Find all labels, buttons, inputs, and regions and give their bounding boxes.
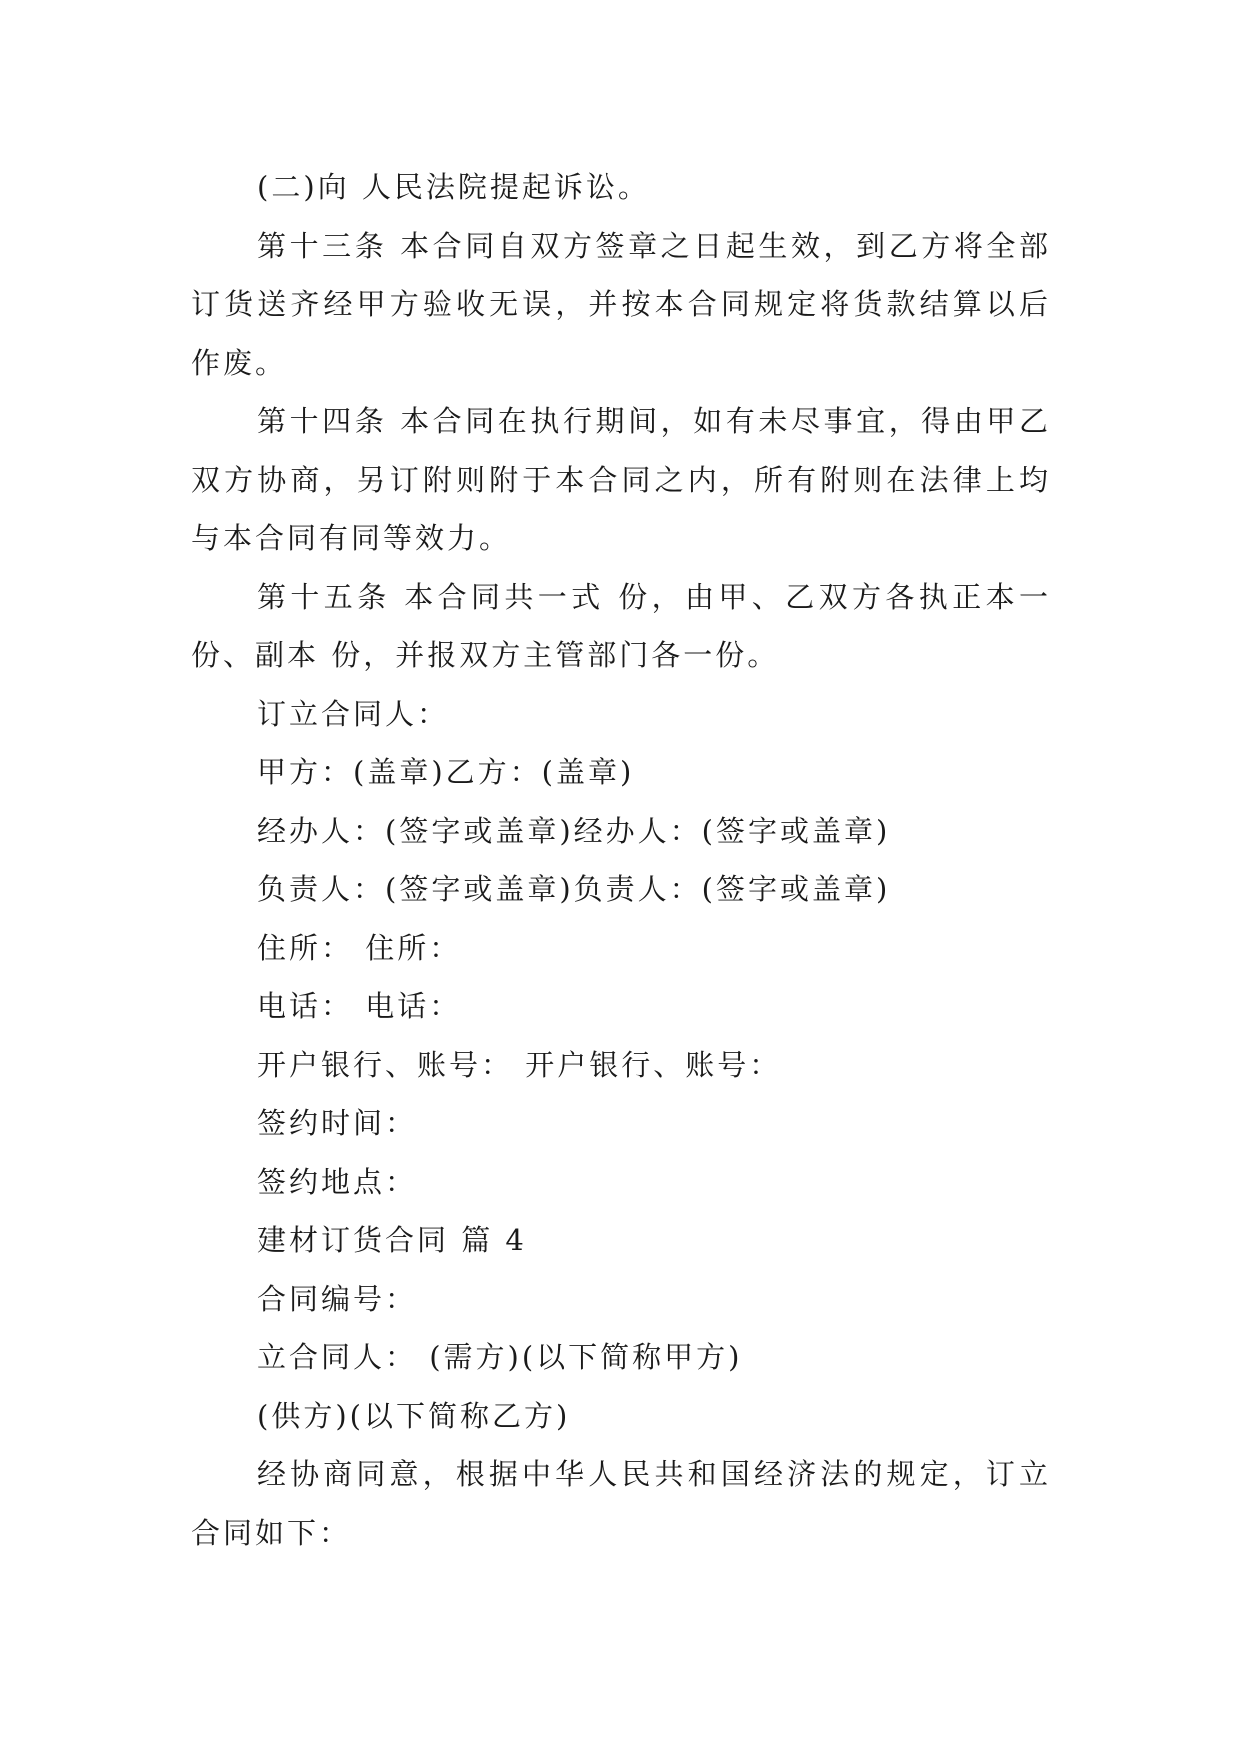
paragraph-party-seals: 甲方：(盖章)乙方：(盖章)	[257, 755, 635, 789]
paragraph-addresses: 住所： 住所：	[257, 930, 462, 965]
paragraph-buyer: 立合同人： (需方)(以下简称甲方)	[257, 1340, 743, 1374]
paragraph-bank-accounts: 开户银行、账号： 开户银行、账号：	[257, 1047, 782, 1082]
paragraph-supplier: (供方)(以下简称乙方)	[257, 1398, 571, 1433]
paragraph-article-13: 第十三条 本合同自双方签章之日起生效，到乙方将全部订货送齐经甲方验收无误，并按本合同规定将货款结算以后作废。	[191, 228, 1051, 380]
document-body	[191, 158, 1051, 1562]
paragraph-article-14: 第十四条 本合同在执行期间，如有未尽事宜，得由甲乙双方协商，另订附则附于本合同之内，所有附则在法律上均与本合同有同等效力。	[191, 404, 1051, 555]
paragraph-signing-place: 签约地点：	[257, 1164, 418, 1199]
paragraph-contract-title: 建材订货合同 篇 4	[257, 1223, 527, 1257]
paragraph-agents: 经办人：(签字或盖章)经办人：(签字或盖章)	[257, 813, 891, 848]
paragraph-article-15: 第十五条 本合同共一式 份，由甲、乙双方各执正本一份、副本 份，并报双方主管部门各一份。	[191, 579, 1051, 672]
paragraph-phones: 电话： 电话：	[257, 989, 462, 1023]
paragraph-preamble: 经协商同意，根据中华人民共和国经济法的规定，订立合同如下：	[191, 1457, 1051, 1550]
paragraph-responsible-persons: 负责人：(签字或盖章)负责人：(签字或盖章)	[257, 872, 891, 906]
paragraph-contract-number: 合同编号：	[257, 1281, 418, 1316]
paragraph-litigation-clause: (二)向 人民法院提起诉讼。	[257, 170, 650, 204]
paragraph-signatories: 订立合同人：	[257, 696, 450, 731]
paragraph-signing-time: 签约时间：	[257, 1106, 418, 1140]
